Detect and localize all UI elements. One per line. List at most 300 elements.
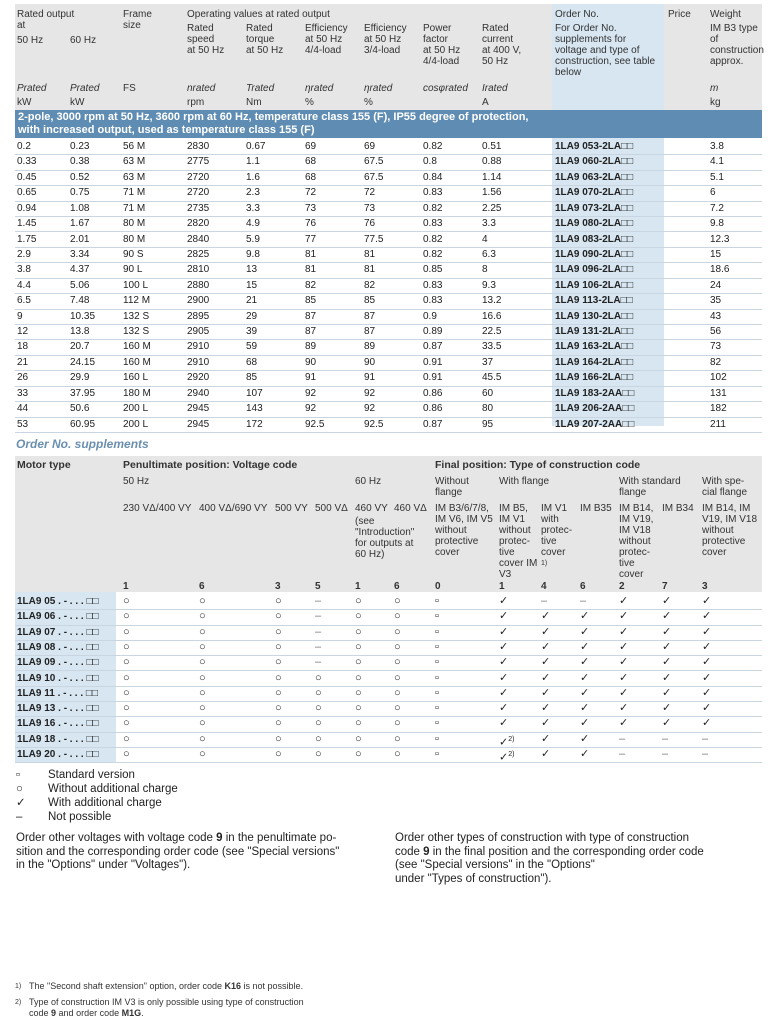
cell-order-no: 1LA9 164-2LA□□: [555, 356, 634, 368]
cell-speed: 2940: [187, 387, 210, 399]
availability-symbol: ✓: [580, 702, 590, 715]
availability-symbol: ○: [123, 748, 130, 760]
cell-eff44: 87: [305, 310, 317, 322]
cell-p60: 1.08: [70, 202, 90, 214]
construction-col-header: IM B34: [662, 503, 694, 514]
supplement-row: [15, 716, 762, 732]
availability-symbol: ○: [355, 656, 362, 669]
cell-eff34: 67.5: [364, 156, 384, 168]
header-power-factor: Power factor at 50 Hz 4/4-load: [423, 23, 461, 67]
header-final: Final position: Type of construction code: [435, 459, 641, 471]
code-digit: 1: [123, 581, 129, 592]
availability-symbol: ✓: [662, 717, 672, 730]
cell-speed: 2945: [187, 418, 210, 430]
availability-symbol: ○: [315, 702, 322, 715]
cell-order-no: 1LA9 070-2LA□□: [555, 187, 634, 199]
construction-col-header: IM B14, IM V19, IM V18 without protective cover: [702, 503, 758, 558]
availability-symbol: ○: [275, 717, 282, 730]
cell-current: 16.6: [482, 310, 502, 322]
availability-symbol: ▫: [435, 640, 439, 653]
supplement-row: [15, 594, 762, 610]
section-band-2-pole: [15, 110, 762, 138]
motor-type-code: 1LA9 05 . - . . . □□: [17, 596, 99, 607]
availability-symbol: ▫: [435, 702, 439, 715]
availability-symbol: ✓: [702, 717, 712, 730]
cell-frame: 71 M: [123, 187, 146, 199]
availability-symbol: ○: [199, 610, 206, 623]
availability-symbol: –: [662, 748, 669, 760]
motor-type-code: 1LA9 11 . - . . . □□: [17, 687, 98, 699]
availability-symbol: ○: [123, 671, 130, 684]
cell-speed: 2920: [187, 372, 210, 384]
availability-symbol: ✓: [580, 717, 590, 730]
availability-symbol: ✓: [499, 640, 509, 653]
availability-symbol: ▫: [435, 595, 439, 607]
header-supp-50hz: 50 Hz: [123, 476, 150, 487]
cell-order-no: 1LA9 060-2LA□□: [555, 156, 634, 168]
availability-symbol: ○: [275, 610, 282, 623]
header-weight-sub: IM B3 type of construction approx.: [710, 23, 764, 67]
legend-symbol: ✓: [16, 797, 26, 809]
availability-symbol: ✓: [580, 732, 590, 745]
cell-eff44: 87: [305, 326, 317, 338]
cell-speed: 2895: [187, 310, 210, 322]
availability-symbol: ○: [394, 748, 401, 760]
cell-current: 8: [482, 264, 488, 276]
symbol-fs: FS: [123, 83, 136, 94]
cell-order-no: 1LA9 130-2LA□□: [555, 310, 634, 322]
cell-speed: 2840: [187, 233, 210, 245]
cell-order-no: 1LA9 183-2AA□□: [555, 387, 635, 399]
availability-symbol: ▫: [435, 671, 439, 684]
header-weight: Weight: [710, 9, 741, 20]
cell-eff34: 87: [364, 326, 376, 338]
cell-eff34: 91: [364, 372, 376, 384]
cell-speed: 2720: [187, 187, 210, 199]
availability-symbol: –: [315, 625, 322, 638]
cell-p50: 0.94: [17, 202, 37, 214]
unit-e2: %: [364, 97, 373, 108]
construction-col-header: IM V1 with protec-tive cover 1): [541, 503, 579, 569]
availability-symbol: ✓: [541, 717, 551, 730]
header-efficiency-44: Efficiency at 50 Hz 4/4-load: [305, 23, 348, 56]
motor-row: [15, 417, 762, 433]
voltage-col-header: 230 VΔ/400 VY: [123, 503, 192, 514]
voltage-col-header: 500 VΔ: [315, 503, 348, 514]
availability-symbol: ○: [199, 640, 206, 653]
cell-frame: 80 M: [123, 218, 146, 230]
cell-eff34: 81: [364, 248, 376, 260]
legend-item: [16, 782, 178, 796]
cell-weight: 82: [710, 356, 722, 368]
availability-symbol: ✓: [580, 656, 590, 669]
availability-symbol: ✓: [702, 640, 712, 653]
legend-item: [16, 796, 162, 810]
availability-symbol: ✓: [619, 640, 629, 653]
cell-pf: 0.87: [423, 418, 443, 430]
availability-symbol: ○: [315, 717, 322, 730]
cell-order-no: 1LA9 206-2AA□□: [555, 403, 635, 415]
availability-symbol: ○: [275, 625, 282, 638]
symbol-e1: ηrated: [305, 83, 334, 94]
cell-p60: 3.34: [70, 248, 90, 260]
cell-torque: 4.9: [246, 218, 260, 230]
symbol-m: m: [710, 83, 719, 94]
availability-symbol: ✓: [580, 748, 590, 760]
availability-symbol: ○: [394, 656, 401, 669]
availability-symbol: ✓: [702, 610, 712, 623]
supplement-row: [15, 701, 762, 717]
cell-p50: 2.9: [17, 248, 31, 260]
cell-current: 3.3: [482, 218, 496, 230]
cell-p50: 0.2: [17, 141, 31, 152]
cell-pf: 0.86: [423, 403, 443, 415]
motor-row: [15, 247, 762, 263]
availability-symbol: –: [619, 748, 626, 760]
availability-symbol: ✓: [541, 748, 551, 760]
availability-symbol: ○: [394, 732, 401, 745]
cell-frame: 132 S: [123, 310, 150, 322]
cell-torque: 59: [246, 341, 258, 353]
cell-order-no: 1LA9 207-2AA□□: [555, 418, 635, 430]
availability-symbol: ✓: [662, 640, 672, 653]
cell-frame: 56 M: [123, 141, 146, 152]
availability-symbol: ✓: [619, 671, 629, 684]
availability-symbol: ✓: [499, 717, 509, 730]
motor-row: [15, 339, 762, 355]
availability-symbol: ✓: [619, 625, 629, 638]
header-penultimate: Penultimate position: Voltage code: [123, 459, 298, 471]
motor-row: [15, 278, 762, 294]
cell-pf: 0.9: [423, 310, 437, 322]
cell-pf: 0.84: [423, 171, 443, 183]
availability-symbol: ○: [199, 671, 206, 684]
cell-weight: 102: [710, 372, 727, 384]
cell-torque: 5.9: [246, 233, 260, 245]
cell-pf: 0.82: [423, 202, 443, 214]
cell-current: 0.88: [482, 156, 502, 168]
availability-symbol: ✓: [499, 610, 509, 623]
availability-symbol: ✓: [619, 595, 629, 607]
supplement-row: [15, 747, 762, 763]
cell-pf: 0.83: [423, 187, 443, 199]
cell-eff44: 69: [305, 141, 317, 152]
cell-frame: 63 M: [123, 156, 146, 168]
cell-frame: 200 L: [123, 403, 149, 415]
availability-symbol: ✓: [702, 656, 712, 669]
cell-speed: 2810: [187, 264, 210, 276]
availability-symbol: ○: [275, 671, 282, 684]
legend-text: Not possible: [48, 811, 112, 823]
availability-symbol: ○: [199, 717, 206, 730]
availability-symbol: ○: [355, 640, 362, 653]
availability-symbol: ✓: [499, 702, 509, 715]
cell-eff44: 72: [305, 187, 317, 199]
cell-weight: 12.3: [710, 233, 730, 245]
cell-frame: 63 M: [123, 171, 146, 183]
availability-symbol: ▫: [435, 717, 439, 730]
cell-p50: 6.5: [17, 295, 31, 307]
cell-torque: 3.3: [246, 202, 260, 214]
cell-pf: 0.87: [423, 341, 443, 353]
cell-eff34: 77.5: [364, 233, 384, 245]
cell-speed: 2820: [187, 218, 210, 230]
voltage-col-header: 500 VY: [275, 503, 308, 514]
availability-symbol: –: [702, 748, 709, 760]
voltage-col-header: 400 VΔ/690 VY: [199, 503, 268, 514]
cell-weight: 6: [710, 187, 716, 199]
cell-eff44: 77: [305, 233, 317, 245]
cell-pf: 0.83: [423, 279, 443, 291]
code-digit: 1: [499, 581, 505, 592]
availability-symbol: ✓: [580, 625, 590, 638]
cell-eff34: 85: [364, 295, 376, 307]
availability-symbol: ○: [394, 671, 401, 684]
cell-order-no: 1LA9 090-2LA□□: [555, 248, 634, 260]
cell-eff34: 73: [364, 202, 376, 214]
cell-eff44: 73: [305, 202, 317, 214]
cell-pf: 0.82: [423, 233, 443, 245]
cell-frame: 71 M: [123, 202, 146, 214]
availability-symbol: ✓$^{2)}$: [499, 751, 515, 764]
availability-symbol: ✓: [541, 732, 551, 745]
cell-p60: 0.52: [70, 171, 90, 183]
availability-symbol: ○: [123, 686, 130, 699]
cell-p60: 5.06: [70, 279, 90, 291]
cell-eff44: 85: [305, 295, 317, 307]
cell-eff44: 91: [305, 372, 317, 384]
availability-symbol: ✓: [619, 686, 629, 699]
cell-current: 45.5: [482, 372, 502, 384]
unit-n: rpm: [187, 97, 205, 108]
cell-order-no: 1LA9 163-2LA□□: [555, 341, 634, 353]
cell-eff44: 76: [305, 218, 317, 230]
note-voltages: Order other voltages with voltage code 9 in the penultimate po- sition and the corresponding order code (see "Special versions" in the "Options" under "Voltages").: [16, 832, 340, 871]
availability-symbol: ✓: [499, 656, 509, 669]
cell-eff44: 82: [305, 279, 317, 291]
footnote-2: 2) Type of construction IM V3 is only possible using type of construction code 9 and order code M1G.: [15, 997, 304, 1018]
cell-frame: 112 M: [123, 295, 151, 307]
motor-row: [15, 293, 762, 309]
cell-frame: 132 S: [123, 326, 150, 338]
motor-row: [15, 401, 762, 417]
cell-p60: 50.6: [70, 403, 90, 415]
availability-symbol: ○: [394, 702, 401, 715]
cell-frame: 200 L: [123, 418, 149, 430]
cell-pf: 0.82: [423, 248, 443, 260]
cell-p60: 37.95: [70, 387, 96, 399]
availability-symbol: ✓: [541, 671, 551, 684]
cell-speed: 2905: [187, 326, 210, 338]
availability-symbol: ✓: [499, 625, 509, 638]
cell-eff34: 92.5: [364, 418, 384, 430]
availability-symbol: ○: [123, 610, 130, 623]
supplement-row: [15, 732, 762, 748]
motor-row: [15, 324, 762, 340]
cell-p50: 1.75: [17, 233, 37, 245]
cell-weight: 211: [710, 418, 726, 430]
availability-symbol: ○: [199, 748, 206, 760]
availability-symbol: ✓: [580, 686, 590, 699]
unit-m: kg: [710, 97, 721, 108]
cell-current: 9.3: [482, 279, 496, 291]
availability-symbol: ○: [394, 625, 401, 638]
cell-frame: 180 M: [123, 387, 151, 399]
availability-symbol: ✓: [619, 702, 629, 715]
availability-symbol: –: [662, 732, 669, 745]
code-digit: 3: [275, 581, 281, 592]
motor-row: [15, 185, 762, 201]
cell-eff34: 87: [364, 310, 376, 322]
motor-row: [15, 201, 762, 217]
cell-p50: 0.33: [17, 156, 37, 168]
cell-eff34: 76: [364, 218, 376, 230]
cell-order-no: 1LA9 083-2LA□□: [555, 233, 634, 245]
legend-item: [16, 810, 111, 824]
cell-torque: 0.67: [246, 141, 266, 152]
cell-eff44: 68: [305, 156, 317, 168]
cell-p60: 0.38: [70, 156, 90, 168]
availability-symbol: ○: [199, 625, 206, 638]
cell-p50: 26: [17, 372, 29, 384]
cell-weight: 73: [710, 341, 722, 353]
supplement-row: [15, 655, 762, 671]
motor-row: [15, 170, 762, 186]
cell-order-no: 1LA9 106-2LA□□: [555, 279, 634, 291]
cell-weight: 5.1: [710, 171, 724, 183]
cell-weight: 43: [710, 310, 722, 322]
legend-symbol: ▫: [16, 769, 21, 781]
motor-type-code: 1LA9 18 . - . . . □□: [17, 733, 99, 745]
supplement-row: [15, 609, 762, 625]
supplement-row: [15, 686, 762, 702]
cell-current: 13.2: [482, 295, 502, 307]
construction-col-header: IM B5, IM V1 without protec-tive cover IM V3: [499, 503, 538, 580]
cell-eff34: 81: [364, 264, 376, 276]
code-digit: 7: [662, 581, 668, 592]
motor-type-code: 1LA9 13 . - . . . □□: [17, 703, 99, 715]
availability-symbol: ✓: [619, 610, 629, 623]
availability-symbol: ○: [275, 656, 282, 669]
cell-speed: 2775: [187, 156, 210, 168]
cell-eff44: 90: [305, 356, 317, 368]
construction-col-header: IM B3/6/7/8, IM V6, IM V5 without protective cover: [435, 503, 493, 558]
header-rated-torque: Rated torque at 50 Hz: [246, 23, 284, 56]
cell-p60: 10.35: [70, 310, 96, 322]
availability-symbol: ○: [275, 686, 282, 699]
footnote-1: 1) The "Second shaft extension" option, order code K16 is not possible.: [15, 981, 304, 991]
cell-pf: 0.89: [423, 326, 443, 338]
unit-t: Nm: [246, 97, 262, 108]
availability-symbol: ✓: [662, 656, 672, 669]
cell-torque: 21: [246, 295, 258, 307]
motor-row: [15, 262, 762, 278]
cell-eff44: 89: [305, 341, 317, 353]
cell-current: 2.25: [482, 202, 502, 214]
cell-p50: 44: [17, 403, 29, 415]
header-rated-current: Rated current at 400 V, 50 Hz: [482, 23, 522, 67]
cell-pf: 0.91: [423, 356, 443, 368]
availability-symbol: ○: [355, 671, 362, 684]
unit-p2: kW: [70, 97, 85, 108]
cell-speed: 2945: [187, 403, 210, 415]
cell-weight: 35: [710, 295, 722, 307]
cell-eff34: 90: [364, 356, 376, 368]
header-price: Price: [668, 9, 691, 20]
cell-speed: 2720: [187, 171, 210, 183]
cell-pf: 0.8: [423, 156, 437, 168]
availability-symbol: ✓: [541, 610, 551, 623]
header-efficiency-34: Efficiency at 50 Hz 3/4-load: [364, 23, 407, 56]
motor-type-code: 1LA9 07 . - . . . □□: [17, 626, 99, 638]
cell-order-no: 1LA9 073-2LA□□: [555, 202, 634, 214]
availability-symbol: ○: [123, 702, 130, 715]
cell-p50: 1.45: [17, 218, 37, 230]
cell-order-no: 1LA9 166-2LA□□: [555, 372, 634, 384]
availability-symbol: ○: [123, 640, 130, 653]
cell-order-no: 1LA9 096-2LA□□: [555, 264, 634, 276]
band-line-1: 2-pole, 3000 rpm at 50 Hz, 3600 rpm at 60 Hz, temperature class 155 (F), IP55 degree of protection,: [18, 111, 529, 123]
header-60hz: 60 Hz: [70, 35, 97, 46]
availability-symbol: ✓: [662, 686, 672, 699]
cell-current: 1.14: [482, 171, 502, 183]
motor-type-code: 1LA9 08 . - . . . □□: [17, 641, 99, 653]
order-no-supplements-title: Order No. supplements: [16, 437, 149, 451]
cell-frame: 100 L: [123, 279, 149, 291]
availability-symbol: ○: [275, 640, 282, 653]
cell-p60: 2.01: [70, 233, 90, 245]
cell-eff44: 92: [305, 387, 317, 399]
voltage-col-header: 460 VΔ: [394, 503, 427, 514]
symbol-i: Irated: [482, 83, 508, 94]
availability-symbol: ✓: [662, 625, 672, 638]
cell-current: 95: [482, 418, 494, 430]
motor-type-code: 1LA9 10 . - . . . □□: [17, 672, 99, 684]
availability-symbol: ○: [355, 686, 362, 699]
cell-p60: 7.48: [70, 295, 90, 307]
availability-symbol: ▫: [435, 732, 439, 745]
cell-order-no: 1LA9 113-2LA□□: [555, 295, 633, 307]
cell-weight: 18.6: [710, 264, 730, 276]
availability-symbol: ▫: [435, 625, 439, 638]
motor-type-code: 1LA9 20 . - . . . □□: [17, 749, 99, 760]
motor-row: [15, 139, 762, 155]
availability-symbol: ○: [355, 610, 362, 623]
cell-current: 6.3: [482, 248, 496, 260]
availability-symbol: ○: [394, 610, 401, 623]
availability-symbol: ✓: [702, 671, 712, 684]
availability-symbol: ○: [199, 595, 206, 607]
motor-row: [15, 355, 762, 371]
supplement-row: [15, 625, 762, 641]
availability-symbol: ○: [355, 595, 362, 607]
motor-type-code: 1LA9 09 . - . . . □□: [17, 657, 99, 669]
code-digit: 6: [580, 581, 586, 592]
symbol-e2: ηrated: [364, 83, 393, 94]
cell-eff44: 68: [305, 171, 317, 183]
unit-i: A: [482, 97, 489, 108]
cell-weight: 9.8: [710, 218, 724, 230]
availability-symbol: ○: [275, 732, 282, 745]
code-digit: 1: [355, 581, 361, 592]
cell-torque: 1.1: [246, 156, 260, 168]
availability-symbol: ✓: [662, 702, 672, 715]
cell-pf: 0.82: [423, 141, 443, 152]
cell-p50: 3.8: [17, 264, 31, 276]
cell-p60: 20.7: [70, 341, 90, 353]
cell-torque: 9.8: [246, 248, 260, 260]
band-line-2: with increased output, used as temperature class 155 (F): [18, 124, 315, 136]
